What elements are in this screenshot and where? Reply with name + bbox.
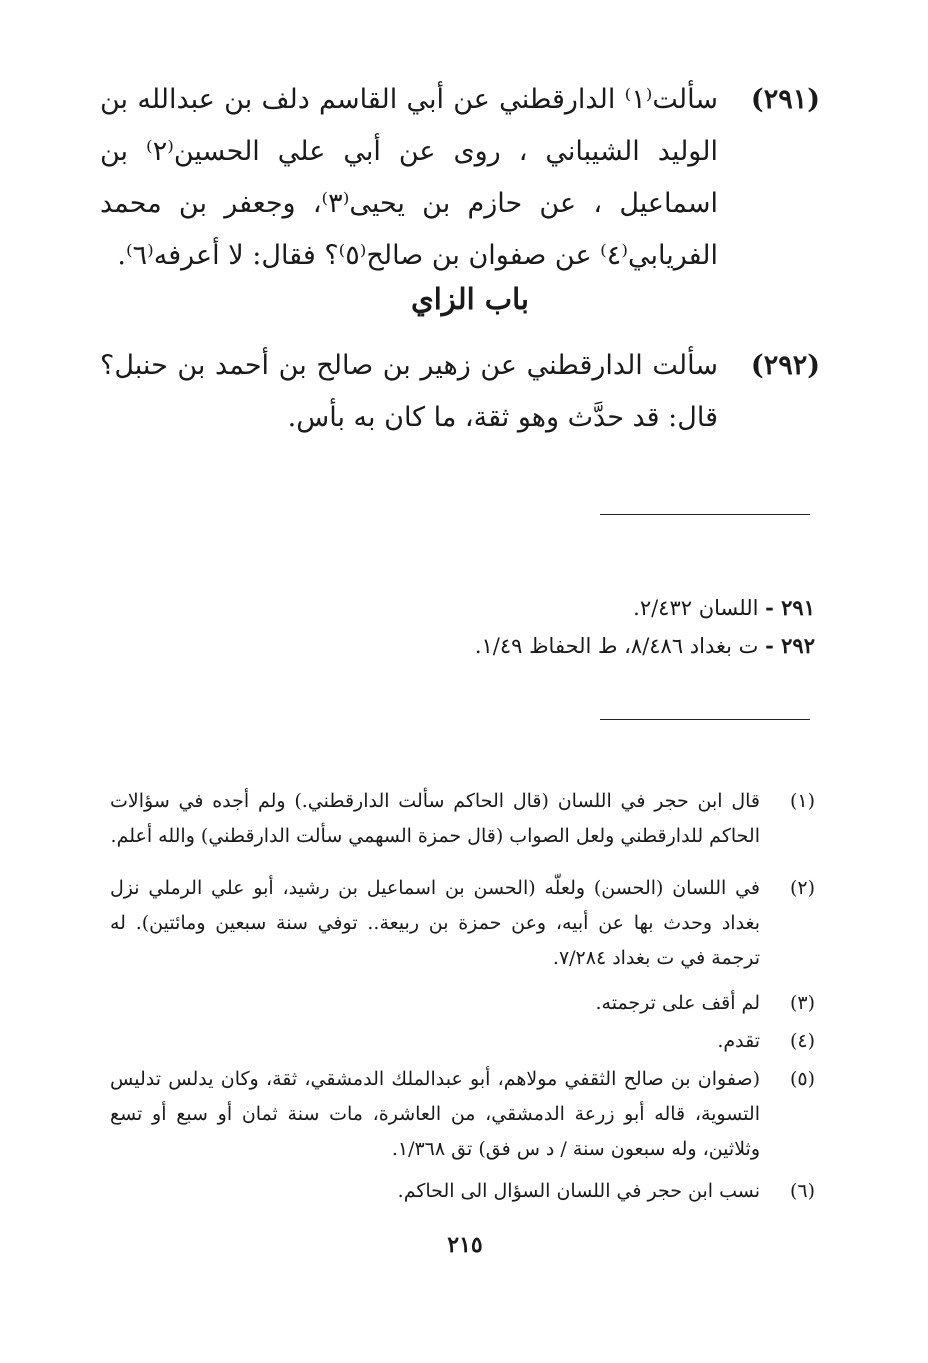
- entry-292: [100, 340, 820, 444]
- page-number: ٢١٥: [447, 1232, 483, 1258]
- section-heading: باب الزاي: [411, 282, 529, 316]
- footnote: [110, 1174, 815, 1209]
- footnote-text: في اللسان (الحسن) ولعلّه (الحسن بن اسماعيل بن رشيد، أبو علي الرملي نزل بغداد وحدث بها عن أبيه، وعن حمزة بن ربيعة.. توفي سنة سبعين ومائتين). له ترجمة في ت بغداد ٧/٢٨٤.: [110, 877, 760, 969]
- source-line: [300, 591, 815, 625]
- footnote: [110, 1062, 815, 1167]
- footnote-text: نسب ابن حجر في اللسان السؤال الى الحاكم.: [397, 1180, 760, 1202]
- divider: [600, 514, 810, 515]
- entry-number: (٢٩٢): [750, 350, 820, 381]
- source-line: [300, 629, 815, 663]
- source-number: ٢٩٢ -: [765, 633, 815, 658]
- footnote: [110, 871, 815, 976]
- footnote: [110, 1024, 815, 1059]
- divider: [600, 719, 810, 720]
- entry-number: (٢٩١): [750, 84, 820, 115]
- footnote-number: (٥): [789, 1068, 815, 1090]
- footnote-text: قال ابن حجر في اللسان (قال الحاكم سألت الدارقطني.) ولم أجده في سؤالات الحاكم للدارقطني ولعل الصواب (قال حمزة السهمي سألت الدارقطني) والله أعلم.: [110, 790, 760, 847]
- footnote-text: لم أقف على ترجمته.: [595, 992, 760, 1014]
- footnote-text: (صفوان بن صالح الثقفي مولاهم، أبو عبدالملك الدمشقي، ثقة، وكان يدلس تدليس التسوية، قاله أبو زرعة الدمشقي، من العاشرة، مات سنة ثمان أو سبع أو تسع وثلاثين، وله سبعون سنة / د س فق) تق ١/٣٦٨.: [110, 1068, 760, 1160]
- entry-text: سألت الدارقطني عن زهير بن صالح بن أحمد بن حنبل؟ قال: قد حدَّث وهو ثقة، ما كان به بأس.: [100, 350, 718, 433]
- footnote-number: (١): [789, 790, 815, 812]
- footnote: [110, 784, 815, 854]
- footnote-number: (٣): [789, 992, 815, 1014]
- footnote-text: تقدم.: [717, 1030, 760, 1052]
- entry-text: سألت⁽١⁾ الدارقطني عن أبي القاسم دلف بن عبدالله بن الوليد الشيباني ، روى عن أبي علي الحسين⁽٢⁾ بن اسماعيل ، عن حازم بن يحيى⁽٣⁾، وجعفر بن محمد الفريابي⁽٤⁾ عن صفوان بن صالح⁽٥⁾؟ فقال: لا أعرفه⁽٦⁾.: [100, 84, 718, 271]
- source-text: اللسان ٢/٤٣٢.: [633, 596, 759, 620]
- source-number: ٢٩١ -: [765, 595, 815, 620]
- source-text: ت بغداد ٨/٤٨٦، ط الحفاظ ١/٤٩.: [474, 634, 759, 658]
- entry-291: [100, 74, 820, 282]
- footnote-number: (٤): [789, 1030, 815, 1052]
- footnote-number: (٢): [789, 877, 815, 899]
- footnote: [110, 986, 815, 1021]
- footnote-number: (٦): [789, 1180, 815, 1202]
